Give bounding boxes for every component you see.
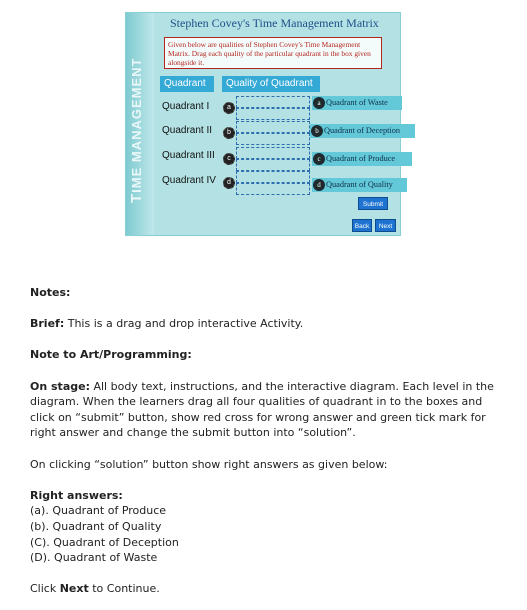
notes-section (30, 285, 510, 597)
drop-box-4b[interactable] (236, 183, 310, 195)
solution-paragraph: On clicking “solution” button show right answers as given below: (30, 457, 388, 471)
art-heading: Note to Art/Programming: (30, 348, 192, 362)
chip-letter-c: c (313, 153, 325, 165)
answer-item: (C). Quadrant of Deception (30, 535, 179, 549)
submit-button[interactable]: Submit (358, 197, 388, 210)
drop-box-1b[interactable] (236, 108, 310, 120)
drop-box-4[interactable] (236, 171, 310, 183)
chip-letter-b: b (311, 125, 323, 137)
quadrant-label-1: Quadrant I (162, 101, 210, 112)
onstage-paragraph: On stage: All body text, instructions, and the interactive diagram. Each level in the diagram. When the learners drag all four qualities of quadrant in to the boxes and click on “submit” button, show red cross for wrong answer and green tick mark for right answer and change the submit button into “solution”. (30, 379, 494, 440)
drop-box-3b[interactable] (236, 159, 310, 171)
quality-chip-quality[interactable]: d Quadrant of Quality (312, 178, 407, 192)
chip-letter-d: d (313, 179, 325, 191)
quality-chip-deception[interactable]: b Quadrant of Deception (310, 124, 415, 138)
header-quadrant: Quadrant (160, 76, 214, 92)
brief-paragraph: Brief: This is a drag and drop interactive Activity. (30, 317, 304, 331)
badge-c: c (223, 153, 235, 165)
side-label: TIME MANAGEMENT (128, 57, 145, 203)
back-button[interactable]: Back (352, 219, 372, 232)
header-quality: Quality of Quadrant (222, 76, 320, 92)
next-button[interactable]: Next (375, 219, 396, 232)
drop-box-1[interactable] (236, 96, 310, 108)
answer-item: (D). Quadrant of Waste (30, 551, 158, 565)
drop-box-2b[interactable] (236, 133, 310, 145)
notes-heading: Notes: (30, 286, 71, 299)
chip-letter-a: a (313, 97, 325, 109)
activity-stage (125, 12, 401, 236)
side-strip (126, 13, 154, 235)
quadrant-label-2: Quadrant II (162, 125, 213, 136)
answers-heading: Right answers: (30, 488, 123, 502)
answer-item: (a). Quadrant of Produce (30, 504, 167, 518)
continue-paragraph: Click Next to Continue. (30, 582, 160, 596)
quality-chip-produce[interactable]: c Quadrant of Produce (312, 152, 412, 166)
instruction-box: Given below are qualities of Stephen Covey's Time Management Matrix. Drag each quality of the particular quadrant in the box given alongside it. (164, 37, 382, 69)
answer-item: (b). Quadrant of Quality (30, 519, 162, 533)
quadrant-label-4: Quadrant IV (162, 175, 216, 186)
drop-box-3[interactable] (236, 147, 310, 159)
badge-d: d (223, 177, 235, 189)
quadrant-label-3: Quadrant III (162, 150, 215, 161)
activity-title: Stephen Covey's Time Management Matrix (170, 16, 379, 30)
badge-a: a (223, 102, 235, 114)
quality-chip-waste[interactable]: a Quadrant of Waste (312, 96, 402, 110)
drop-box-2[interactable] (236, 121, 310, 133)
badge-b: b (223, 127, 235, 139)
